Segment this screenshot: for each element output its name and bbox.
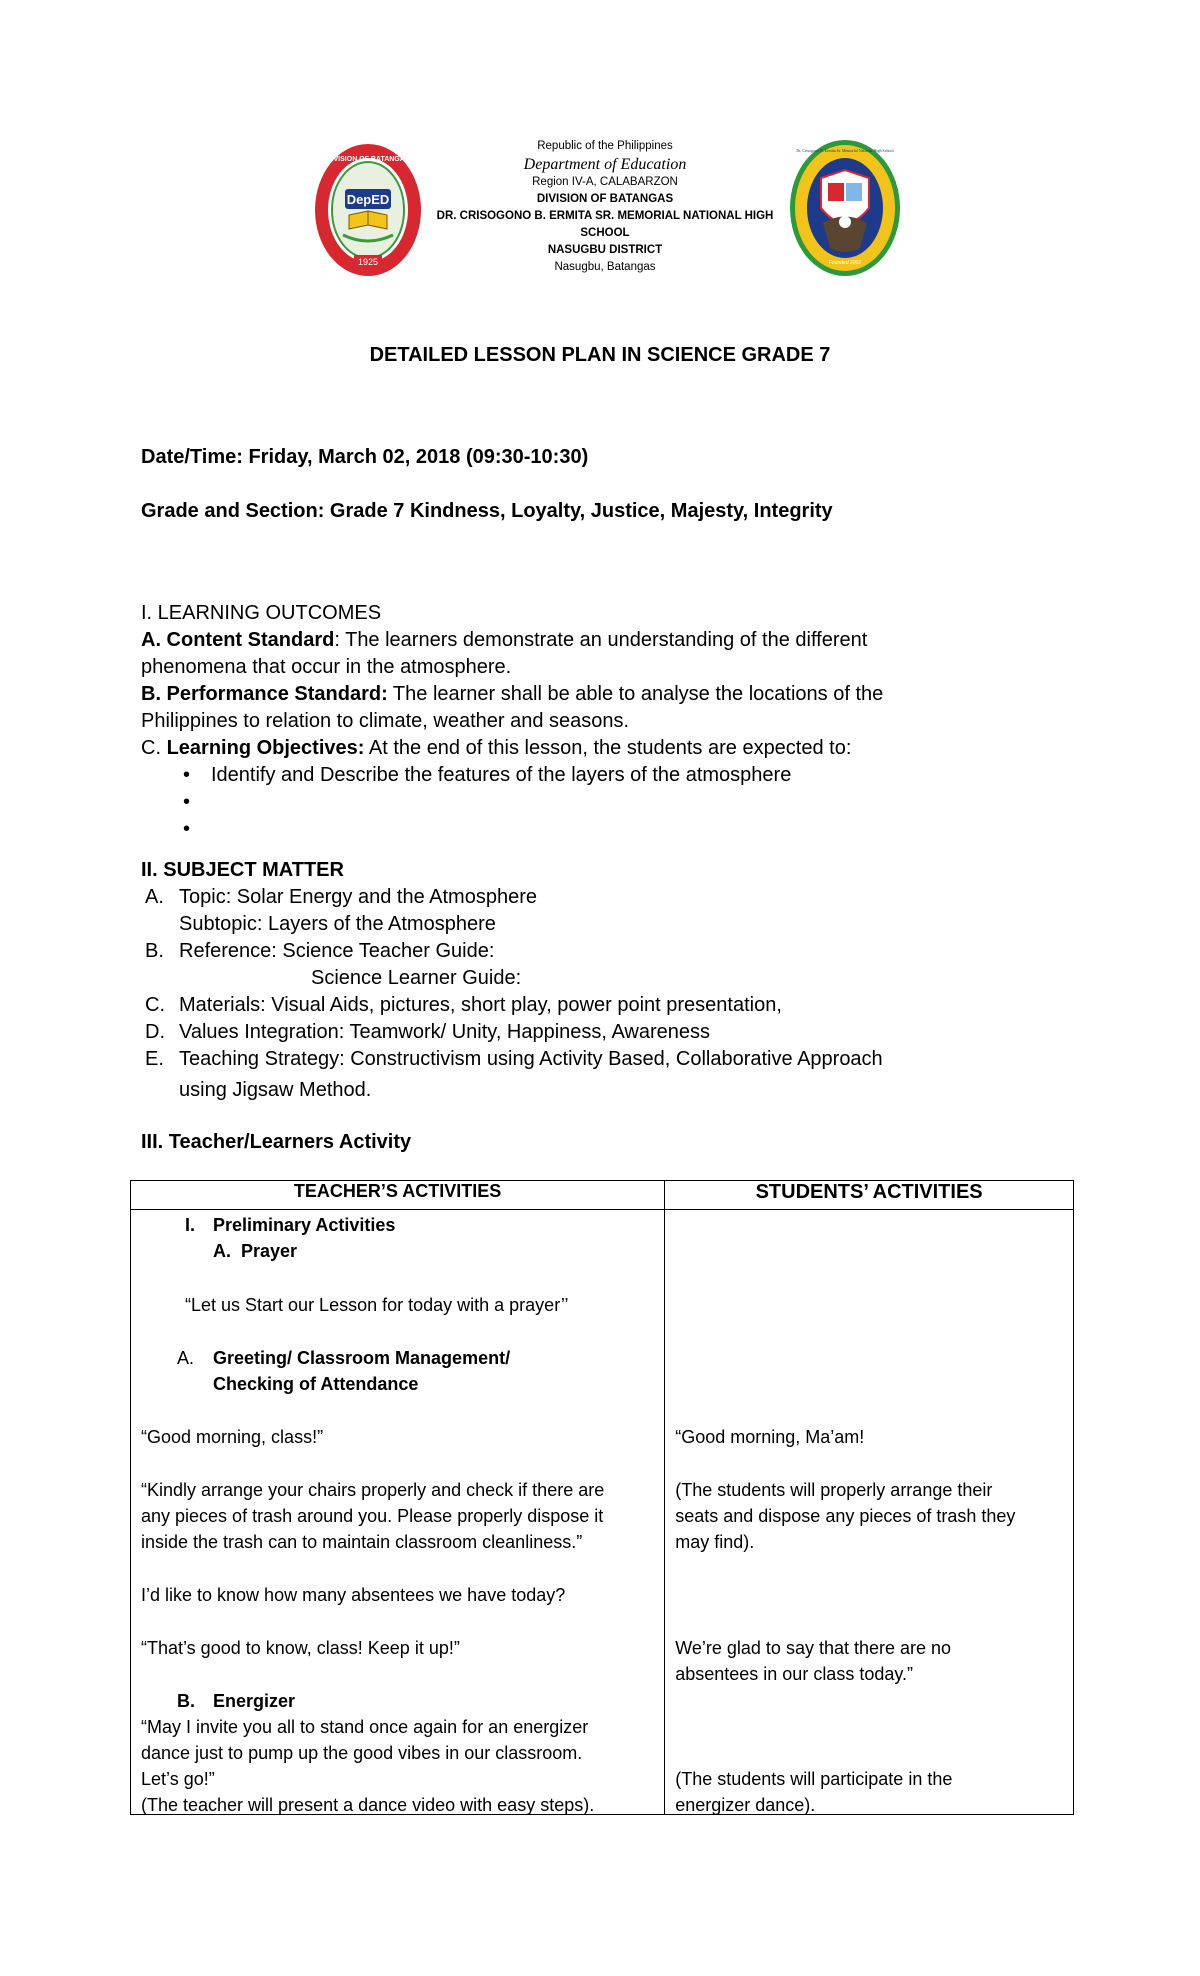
subject-matter-item-materials (141, 992, 1041, 1019)
student-greet: “Good morning, Ma’am! (675, 1427, 865, 1447)
learning-objectives-text: At the end of this lesson, the students are expected to: (364, 737, 852, 759)
student-dance-1: (The students will participate in the (675, 1769, 953, 1789)
teacher-greet: “Good morning, class!” (141, 1427, 324, 1447)
item-text: Teaching Strategy: Constructivism using Activity Based, Collaborative Approach (179, 1048, 883, 1070)
performance-standard-text: The learner shall be able to analyse the locations of the (387, 683, 884, 705)
learning-objectives-letter: C (141, 737, 156, 759)
students-activities-header: STUDENTS’ ACTIVITIES (665, 1181, 1074, 1210)
letterhead-republic: Republic of the Philippines (537, 140, 673, 152)
item-letter: D. (145, 1021, 165, 1043)
subject-matter-item-reference (141, 938, 1041, 965)
item-text: Reference: Science Teacher Guide: (179, 940, 495, 962)
performance-standard-text-2: Philippines to relation to climate, weather and seasons. (141, 710, 630, 732)
student-arrange-3: may find). (675, 1532, 755, 1552)
objective-item (171, 816, 1041, 843)
learning-outcomes-section (141, 600, 1041, 843)
letterhead-location: Nasugbu, Batangas (554, 261, 656, 273)
subject-matter-heading: II. SUBJECT MATTER (141, 859, 344, 881)
content-standard-label: A. Content Standard (141, 629, 335, 651)
objectives-list (141, 762, 1041, 843)
activities-table (130, 1180, 1074, 1815)
greeting-label: Greeting/ Classroom Management/ (213, 1348, 511, 1368)
teacher-energizer-3: Let’s go!” (141, 1769, 215, 1789)
student-absentees-2: absentees in our class today.” (675, 1664, 914, 1684)
prayer-label: Prayer (241, 1241, 298, 1261)
teacher-activities-cell (131, 1210, 665, 1815)
grade-section: Grade and Section: Grade 7 Kindness, Loyalty, Justice, Majesty, Integrity (141, 500, 833, 522)
greeting-num: A. (177, 1348, 195, 1368)
subject-matter-list (141, 884, 1041, 1107)
learning-objectives: C. Learning Objectives: At the end of this lesson, the students are expected to: (141, 737, 852, 759)
teacher-arrange-3: inside the trash can to maintain classroom cleanliness.” (141, 1532, 583, 1552)
item-text: Values Integration: Teamwork/ Unity, Happiness, Awareness (179, 1021, 711, 1043)
objective-item: • Identify and Describe the features of the layers of the atmosphere (171, 762, 1041, 789)
school-seal-year: Founded 2002 (828, 260, 862, 266)
attendance-label: Checking of Attendance (213, 1374, 419, 1394)
preliminary-num: I. (185, 1215, 196, 1235)
learning-objectives-label: Learning Objectives: (166, 737, 365, 759)
item-text: Science Learner Guide: (311, 967, 522, 989)
content-standard-text-2: phenomena that occur in the atmosphere. (141, 656, 512, 678)
student-arrange-2: seats and dispose any pieces of trash they (675, 1506, 1016, 1526)
subject-matter-item-learner-guide (141, 965, 1041, 992)
teacher-arrange-2: any pieces of trash around you. Please properly dispose it (141, 1506, 604, 1526)
letterhead-region: Region IV-A, CALABARZON (532, 176, 678, 188)
subject-matter-item-topic (141, 884, 1041, 911)
preliminary-label: Preliminary Activities (213, 1215, 396, 1235)
letterhead-text (420, 138, 790, 276)
objective-item (171, 789, 1041, 816)
subject-matter-section (141, 857, 1041, 1107)
school-seal-logo (788, 138, 903, 278)
date-time: Date/Time: Friday, March 02, 2018 (09:30-10:30) (141, 446, 589, 468)
letterhead-department: Department of Education (523, 156, 687, 173)
prayer-num: A. (213, 1241, 231, 1261)
letterhead-district: NASUGBU DISTRICT (547, 244, 663, 256)
item-text: Materials: Visual Aids, pictures, short play, power point presentation, (179, 994, 782, 1016)
energizer-label: Energizer (213, 1691, 296, 1711)
teacher-arrange-1: “Kindly arrange your chairs properly and check if there are (141, 1480, 605, 1500)
teacher-absentees: I’d like to know how many absentees we have today? (141, 1585, 566, 1605)
teacher-good: “That’s good to know, class! Keep it up!” (141, 1638, 460, 1658)
division-seal-logo (313, 143, 423, 278)
item-text: Topic: Solar Energy and the Atmosphere (179, 886, 537, 908)
seal-ring-text: DIVISION OF BATANGAS (326, 156, 410, 163)
learning-outcomes-heading: I. LEARNING OUTCOMES (141, 602, 382, 624)
activity-heading: III. Teacher/Learners Activity (141, 1131, 412, 1153)
student-absentees-1: We’re glad to say that there are no (675, 1638, 952, 1658)
item-letter: E. (145, 1048, 164, 1070)
subject-matter-item-strategy (141, 1046, 1041, 1073)
student-arrange-1: (The students will properly arrange their (675, 1480, 993, 1500)
teacher-activities-header: TEACHER’S ACTIVITIES (131, 1181, 665, 1210)
students-activities-cell (665, 1210, 1074, 1815)
letterhead-school: DR. CRISOGONO B. ERMITA SR. MEMORIAL NATIONAL HIGH SCHOOL (436, 210, 774, 239)
table-row (131, 1210, 1074, 1815)
seal-year-text: 1925 (357, 257, 379, 267)
performance-standard-label: B. Performance Standard: (141, 683, 388, 705)
item-text: using Jigsaw Method. (179, 1079, 372, 1101)
subject-matter-item-subtopic (141, 911, 1041, 938)
teacher-energizer-4: (The teacher will present a dance video with easy steps). (141, 1795, 595, 1815)
prayer-text: “Let us Start our Lesson for today with a prayer’’ (185, 1295, 569, 1315)
content-standard (141, 627, 1041, 654)
letterhead-division: DIVISION OF BATANGAS (536, 193, 674, 205)
document-title: DETAILED LESSON PLAN IN SCIENCE GRADE 7 (369, 344, 831, 366)
item-letter: B. (145, 940, 164, 962)
teacher-energizer-2: dance just to pump up the good vibes in our classroom. (141, 1743, 583, 1763)
student-dance-2: energizer dance). (675, 1795, 816, 1815)
seal-deped-text: DepED (346, 192, 390, 207)
letterhead (0, 138, 1200, 288)
item-letter: A. (145, 886, 164, 908)
teacher-energizer-1: “May I invite you all to stand once again for an energizer (141, 1717, 589, 1737)
performance-standard (141, 681, 1041, 708)
subject-matter-item-strategy-cont (141, 1073, 1041, 1107)
content-standard-text: : The learners demonstrate an understanding of the different (334, 629, 868, 651)
school-seal-ring-text: Dr. Crisogono B. Ermita Sr. Memorial National High School (796, 148, 894, 153)
item-text: Subtopic: Layers of the Atmosphere (179, 913, 496, 935)
item-letter: C. (145, 994, 165, 1016)
energizer-num: B. (177, 1691, 195, 1711)
table-header-row (131, 1181, 1074, 1210)
subject-matter-item-values (141, 1019, 1041, 1046)
